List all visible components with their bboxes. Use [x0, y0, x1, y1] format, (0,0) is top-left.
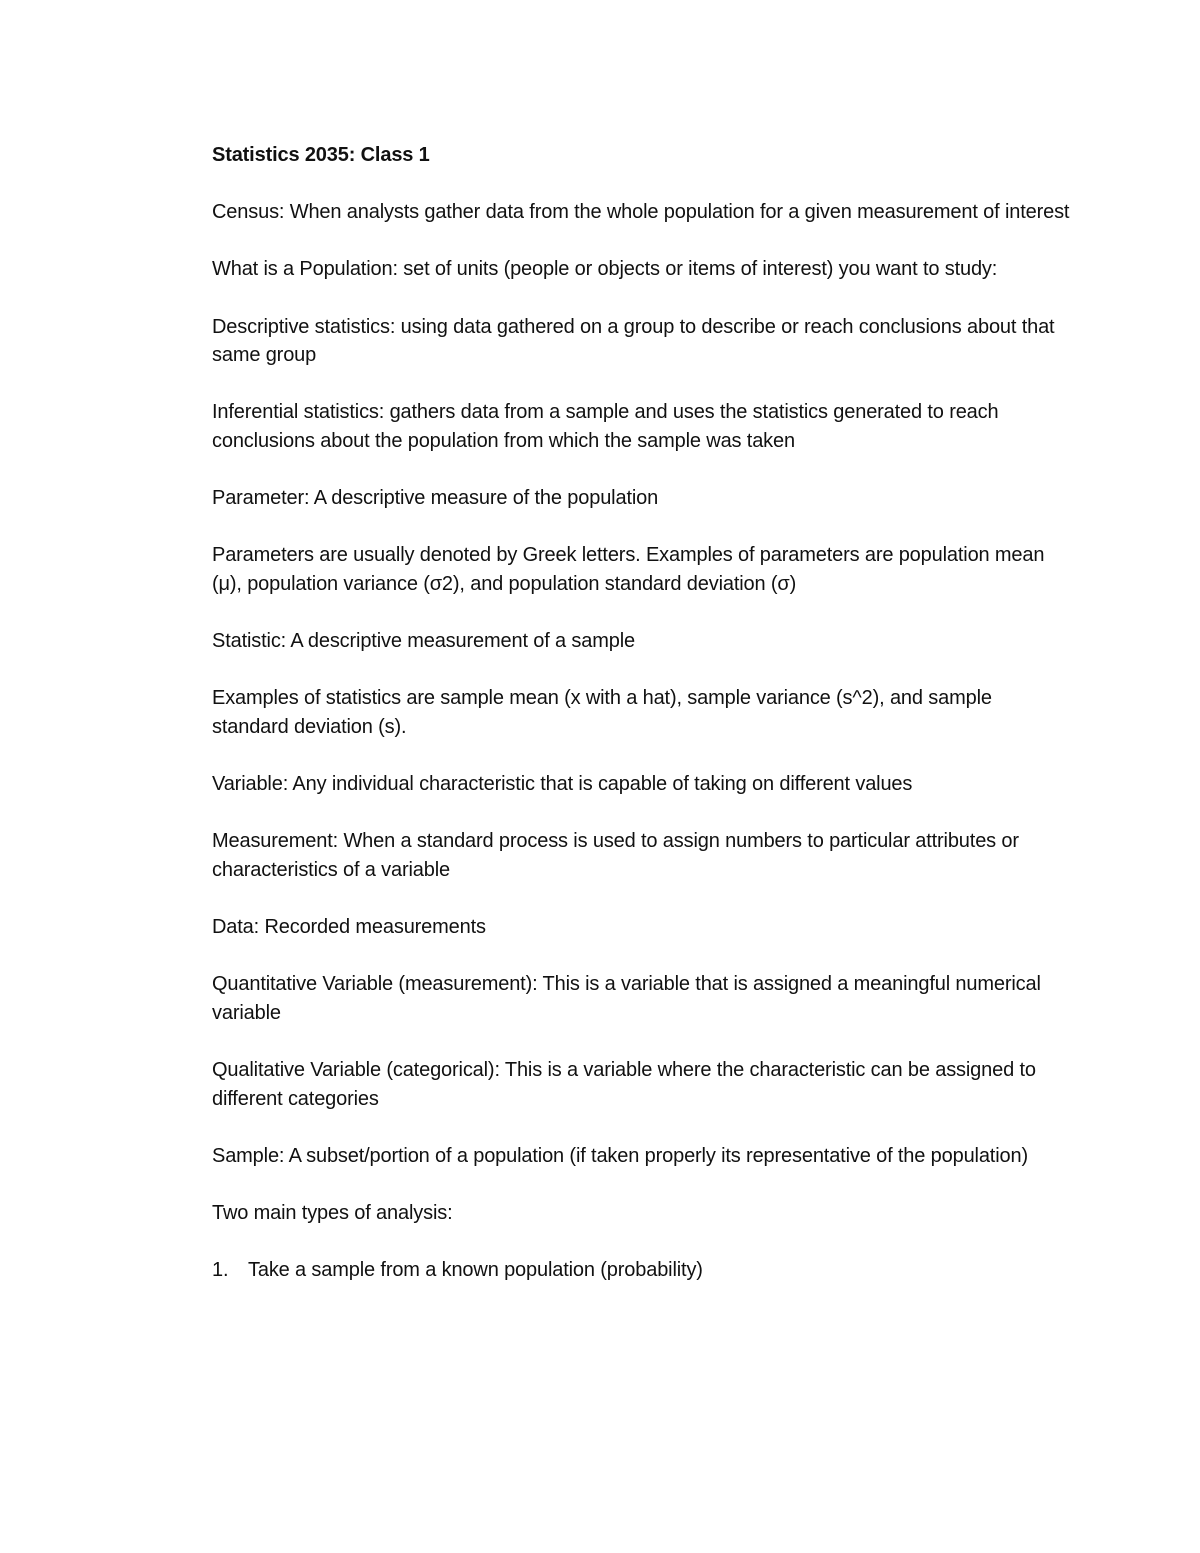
paragraph-statistic: Statistic: A descriptive measurement of a sample — [212, 630, 635, 653]
list-item-number: 1. — [212, 1259, 229, 1282]
numbered-list — [212, 1256, 1072, 1285]
paragraph-analysis-types: Two main types of analysis: — [212, 1201, 453, 1224]
paragraph-sample: Sample: A subset/portion of a population (if taken properly its representative of the population) — [212, 1144, 1028, 1167]
paragraph-variable: Variable: Any individual characteristic that is capable of taking on different values — [212, 773, 913, 796]
paragraph-population: What is a Population: set of units (people or objects or items of interest) you want to study: — [212, 258, 998, 281]
document-title: Statistics 2035: Class 1 — [212, 144, 430, 166]
paragraph-data: Data: Recorded measurements — [212, 916, 486, 939]
paragraph-quantitative-variable: Quantitative Variable (measurement): This is a variable that is assigned a meaningful numerical variable — [212, 973, 1041, 1024]
list-item-text: Take a sample from a known population (probability) — [248, 1259, 703, 1282]
paragraph-descriptive-statistics: Descriptive statistics: using data gathered on a group to describe or reach conclusions about that same group — [212, 315, 1055, 367]
list-item — [212, 1256, 1072, 1285]
paragraph-inferential-statistics: Inferential statistics: gathers data from a sample and uses the statistics generated to reach conclusions about the population from which the sample was taken — [212, 401, 999, 452]
paragraph-parameter: Parameter: A descriptive measure of the population — [212, 487, 659, 510]
paragraph-measurement: Measurement: When a standard process is used to assign numbers to particular attributes or characteristics of a variable — [212, 830, 1019, 881]
paragraph-parameter-examples: Parameters are usually denoted by Greek letters. Examples of parameters are population mean (μ), population variance (σ2), and population standard deviation (σ) — [212, 544, 1045, 595]
paragraph-statistic-examples: Examples of statistics are sample mean (x with a hat), sample variance (s^2), and sample standard deviation (s). — [212, 687, 992, 738]
document-body — [212, 141, 1072, 1285]
paragraph-census: Census: When analysts gather data from the whole population for a given measurement of interest — [212, 201, 1070, 224]
paragraph-qualitative-variable: Qualitative Variable (categorical): This is a variable where the characteristic can be assigned to different categories — [212, 1059, 1036, 1110]
